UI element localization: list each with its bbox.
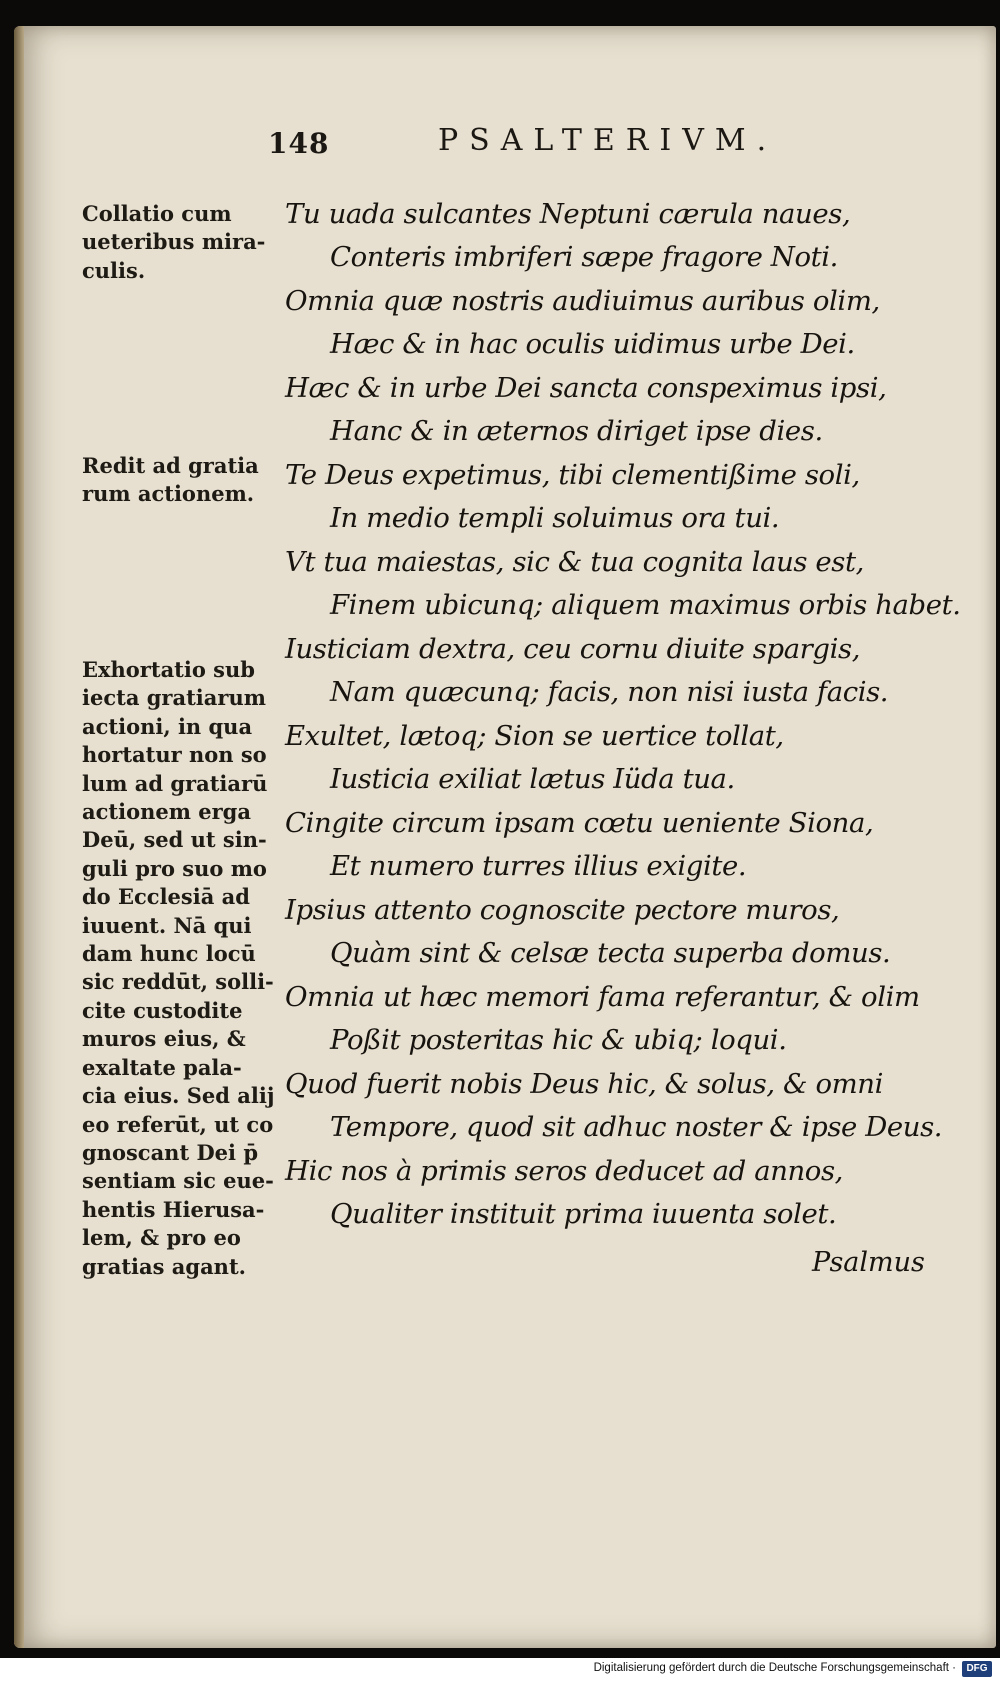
sidenote-line: sic reddūt, solli- — [82, 969, 274, 995]
marginal-notes — [0, 0, 280, 1682]
verse-line: Exultet, lætoq; Sion se uertice tollat, — [285, 720, 784, 752]
sidenote-line: actionem erga — [82, 799, 251, 825]
verse-line: Omnia quæ nostris audiuimus auribus olim, — [285, 285, 880, 317]
verse-line: Hanc & in æternos diriget ipse dies. — [330, 415, 823, 447]
sidenote-line: actioni, in qua — [82, 713, 253, 739]
verse-line: Iusticia exiliat lætus Iüda tua. — [330, 763, 735, 795]
verse-line: Vt tua maiestas, sic & tua cognita laus est, — [285, 546, 865, 578]
sidenote-line: eo referūt, ut co — [82, 1111, 274, 1137]
verse-line: In medio templi soluimus ora tui. — [330, 502, 780, 534]
sidenote-line: lum ad gratiarū — [82, 770, 268, 796]
running-title: PSALTERIVM. — [438, 123, 778, 158]
verse-line: Quod fuerit nobis Deus hic, & solus, & omni — [285, 1068, 884, 1100]
verse-line: Hic nos à primis seros deducet ad annos, — [285, 1155, 844, 1187]
verse-line: Cingite circum ipsam cœtu ueniente Siona, — [285, 807, 874, 839]
sidenote-line: gratias agant. — [82, 1253, 246, 1279]
footer-credit: Digitalisierung gefördert durch die Deutsche Forschungsgemeinschaft · — [593, 1662, 956, 1674]
footer-bar — [0, 1658, 1000, 1682]
sidenote-collatio — [82, 200, 272, 285]
sidenote-line: cite custodite — [82, 997, 243, 1023]
sidenote-line: Deū, sed ut sin- — [82, 827, 267, 853]
sidenote-line: do Ecclesiā ad — [82, 884, 250, 910]
verse-line: Qualiter instituit prima iuuenta solet. — [330, 1198, 837, 1230]
sidenote-line: iuuent. Nā qui — [82, 912, 252, 938]
verse-line: Nam quæcunq; facis, non nisi iusta facis. — [330, 676, 889, 708]
verse-line: Hæc & in hac oculis uidimus urbe Dei. — [330, 328, 855, 360]
verse-line: Omnia ut hæc memori fama referantur, & olim — [285, 981, 920, 1013]
sidenote-line: dam hunc locū — [82, 941, 256, 967]
sidenote-line: hentis Hierusa- — [82, 1196, 265, 1222]
verse-line: Iusticiam dextra, ceu cornu diuite spargis, — [285, 633, 861, 665]
sidenote-line: guli pro suo mo — [82, 855, 267, 881]
catchword: Psalmus — [812, 1247, 925, 1278]
sidenote-line: sentiam sic eue- — [82, 1168, 274, 1194]
sidenote-line: ueteribus mira- — [82, 229, 266, 255]
verse-line: Hæc & in urbe Dei sancta conspeximus ipsi, — [285, 372, 887, 404]
verse-line: Tempore, quod sit adhuc noster & ipse Deus. — [330, 1111, 943, 1143]
page-number: 148 — [268, 127, 330, 160]
sidenote-exhortatio — [82, 656, 275, 1281]
sidenote-line: Exhortatio sub — [82, 657, 255, 682]
verse-line: Te Deus expetimus, tibi clementißime soli, — [285, 459, 860, 491]
verse-line: Finem ubicunq; aliquem maximus orbis habet. — [330, 589, 961, 621]
verse-line: Quàm sint & celsæ tecta superba domus. — [330, 937, 891, 969]
verse-line: Conteris imbriferi sæpe fragore Noti. — [330, 241, 839, 273]
dfg-logo-icon: DFG — [962, 1661, 992, 1677]
sidenote-line: gnoscant Dei p̄ — [82, 1139, 258, 1165]
sidenote-line: iecta gratiarum — [82, 685, 266, 711]
verse-line: Ipsius attento cognoscite pectore muros, — [285, 894, 840, 926]
sidenote-line: muros eius, & — [82, 1026, 246, 1052]
sidenote-line: exaltate pala- — [82, 1054, 242, 1080]
sidenote-line: cia eius. Sed alij — [82, 1083, 275, 1109]
verse-line: Et numero turres illius exigite. — [330, 850, 747, 882]
sidenote-line: hortatur non so — [82, 742, 267, 768]
sidenote-line: culis. — [82, 257, 146, 283]
sidenote-line: Redit ad gratia — [82, 453, 259, 478]
sidenote-line: lem, & pro eo — [82, 1225, 241, 1251]
verse-line: Poßit posteritas hic & ubiq; loqui. — [330, 1024, 787, 1056]
sidenote-line: rum actionem. — [82, 481, 255, 507]
running-head — [268, 123, 828, 163]
verse-line: Tu uada sulcantes Neptuni cærula naues, — [285, 198, 851, 230]
sidenote-line: Collatio cum — [82, 201, 232, 226]
sidenote-redit — [82, 452, 272, 509]
